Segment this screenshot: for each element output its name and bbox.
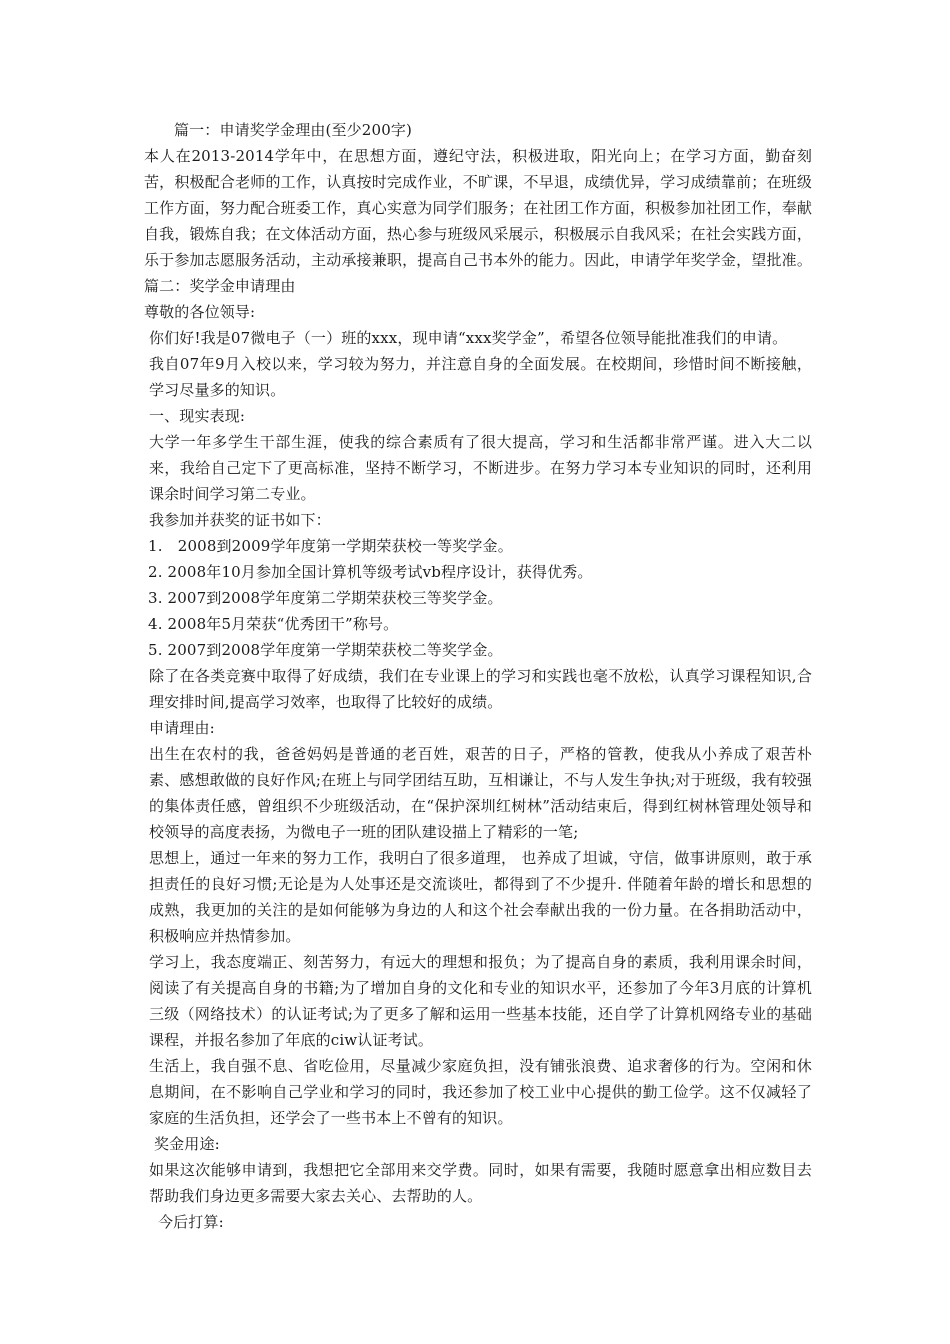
salutation: 尊敬的各位领导: (144, 303, 256, 321)
document-title: 篇一：申请奖学金理由(至少200字) (174, 121, 413, 139)
usage-paragraph: 如果这次能够申请到，我想把它全部用来交学费。同时，如果有需要，我随时愿意拿出相应数目去帮助我们身边更多需要大家去关心、去帮助的人。 (149, 1161, 812, 1205)
usage-heading: 奖金用途: (154, 1135, 220, 1153)
reason-paragraph-thought: 思想上，通过一年来的努力工作，我明白了很多道理， 也养成了坦诚，守信，做事讲原则，敢于承担责任的良好习惯;无论是为人处事还是交流谈吐，都得到了不少提升. 伴随着年龄的增长和思想的成熟，我更加的关注的是如何能够为身边的人和这个社会奉献出我的一份力量。在各捐助活动中，积极响应并热情参加。 (149, 849, 812, 945)
certs-intro: 我参加并获奖的证书如下： (149, 511, 331, 529)
reason-paragraph-study: 学习上，我态度端正、刻苦努力，有远大的理想和报负；为了提高自身的素质，我利用课余时间，阅读了有关提高自身的书籍;为了增加自身的文化和专业的知识水平，还参加了今年3月底的计算机三级（网络技术）的认证考试;为了更多了解和运用一些基本技能，还自学了计算机网络专业的基础课程，并报名参加了年底的ciw认证考试。 (149, 953, 812, 1049)
greeting-paragraph: 你们好!我是07微电子（一）班的xxx，现申请“xxx奖学金”，希望各位领导能批准我们的申请。 (149, 329, 788, 347)
intro-paragraph: 本人在2013-2014学年中，在思想方面，遵纪守法，积极进取，阳光向上；在学习方面，勤奋刻苦，积极配合老师的工作，认真按时完成作业，不旷课，不早退，成绩优异，学习成绩靠前；在班级工作方面，努力配合班委工作，真心实意为同学们服务；在社团工作方面，积极参加社团工作，奉献自我，锻炼自我；在文体活动方面，热心参与班级风采展示，积极展示自我风采；在社会实践方面，乐于参加志愿服务活动，主动承接兼职，提高自己书本外的能力。因此，申请学年奖学金，望批准。篇二：奖学金申请理由 (144, 147, 812, 295)
reason-paragraph-life: 生活上，我自强不息、省吃俭用，尽量减少家庭负担，没有铺张浪费、追求奢侈的行为。空闲和休息期间，在不影响自己学业和学习的同时，我还参加了校工业中心提供的勤工俭学。这不仅减轻了家庭的生活负担，还学会了一些书本上不曾有的知识。 (149, 1057, 812, 1127)
plan-heading: 今后打算: (158, 1213, 224, 1231)
background-paragraph: 我自07年9月入校以来，学习较为努力，并注意自身的全面发展。在校期间，珍惜时间不断接触，学习尽量多的知识。 (149, 355, 812, 399)
section1-heading: 一、现实表现: (149, 407, 246, 425)
cert-item: 1. 2008到2009学年度第一学期荣获校一等奖学金。 (148, 537, 513, 555)
cert-item: 2. 2008年10月参加全国计算机等级考试vb程序设计，获得优秀。 (148, 563, 593, 581)
cert-item: 5. 2007到2008学年度第一学期荣获校二等奖学金。 (148, 641, 503, 659)
section1-paragraph: 大学一年多学生干部生涯，使我的综合素质有了很大提高，学习和生活都非常严谨。进入大二以来，我给自己定下了更高标准，坚持不断学习，不断进步。在努力学习本专业知识的同时，还利用课余时间学习第二专业。 (149, 433, 812, 503)
cert-item: 4. 2008年5月荣获“优秀团干”称号。 (148, 615, 399, 633)
certs-summary: 除了在各类竞赛中取得了好成绩，我们在专业课上的学习和实践也毫不放松，认真学习课程知识,合理安排时间,提高学习效率，也取得了比较好的成绩。 (149, 667, 812, 711)
reason-heading: 申请理由: (149, 719, 215, 737)
cert-item: 3. 2007到2008学年度第二学期荣获校三等奖学金。 (148, 589, 503, 607)
document-page (144, 117, 812, 1235)
reason-paragraph-family: 出生在农村的我，爸爸妈妈是普通的老百姓，艰苦的日子，严格的管教，使我从小养成了艰苦朴素、感想敢做的良好作风;在班上与同学团结互助，互相谦让，不与人发生争执;对于班级，我有较强的集体责任感，曾组织不少班级活动，在“保护深圳红树林”活动结束后，得到红树林管理处领导和校领导的高度表扬，为微电子一班的团队建设描上了精彩的一笔; (149, 745, 812, 841)
